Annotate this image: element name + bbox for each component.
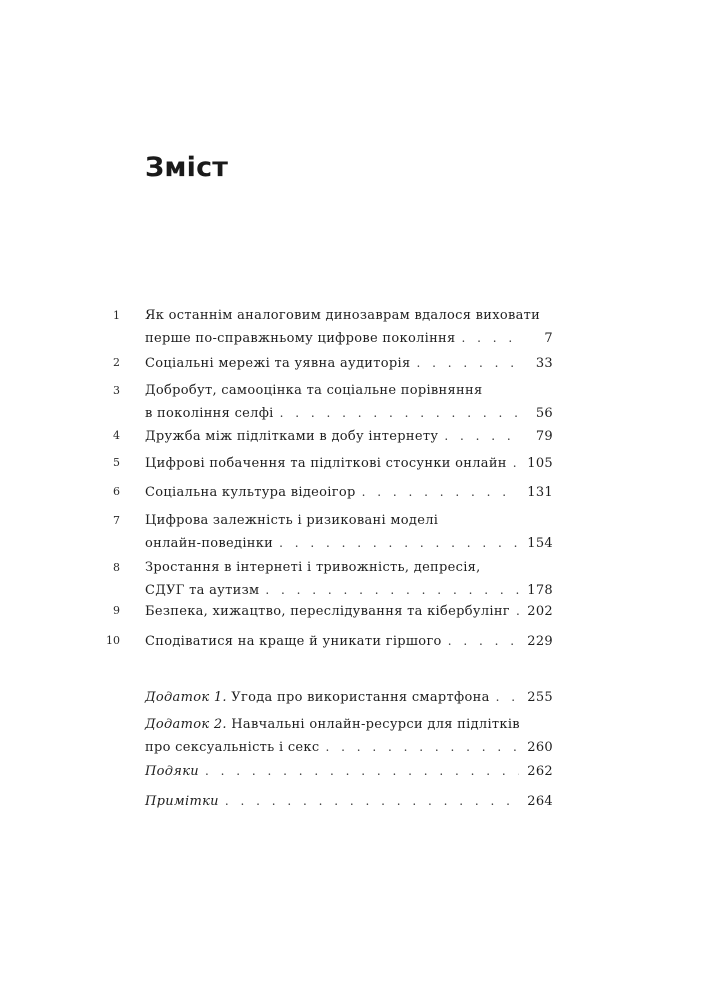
chapter-title [145,425,553,447]
chapter-title [145,452,553,474]
chapter-title [145,305,553,349]
chapter-title [145,557,553,601]
toc-line [145,327,553,349]
title-text [145,791,219,813]
toc-line [145,790,553,812]
title-text: онлайн-поведінки [145,536,274,551]
chapter-number: 10 [106,634,120,647]
title-text: про сексуальність і секс [145,740,320,755]
chapter-number: 1 [113,309,120,322]
title-text: Зростання в інтернеті і тривожність, депресія, [145,560,481,575]
page-number: 260 [527,740,553,755]
back-matter-label: Подяки [145,764,199,779]
toc-line [145,452,553,474]
page-title: Зміст [145,152,229,183]
page-number: 33 [535,356,553,371]
page-number: 202 [527,604,553,619]
page-number: 178 [527,583,553,598]
toc-line [145,402,553,424]
toc-line [145,630,553,652]
page-number: 264 [527,794,553,809]
dot-leader [516,600,519,622]
chapter-number: 9 [113,604,120,617]
toc-line [145,380,553,402]
title-text: СДУГ та аутизм [145,583,260,598]
chapter-number: 7 [113,514,120,527]
back-matter-label: Примітки [145,794,219,809]
dot-leader [280,402,519,424]
chapter-number: 6 [113,485,120,498]
title-text: Соціальна культура відеоігор [145,485,356,500]
back-matter-title [145,760,553,782]
toc-line [145,532,553,554]
chapter-title [145,510,553,554]
page-number: 7 [544,331,553,346]
title-text: Безпека, хижацтво, переслідування та кібербулінг [145,604,510,619]
toc-line [145,557,553,579]
toc-line [145,686,553,708]
chapter-number: 3 [113,384,120,397]
toc-line [145,481,553,503]
toc-line [145,760,553,782]
page-number: 56 [535,406,553,421]
chapter-title [145,600,553,622]
dot-leader [416,352,519,374]
page-number: 229 [527,634,553,649]
chapter-title [145,630,553,652]
toc-line [145,714,553,736]
toc-line [145,579,553,601]
dot-leader [279,532,519,554]
chapter-number: 5 [113,456,120,469]
title-text: Соціальні мережі та уявна аудиторія [145,356,411,371]
dot-leader [265,579,519,601]
toc-line [145,600,553,622]
page-number: 105 [527,456,553,471]
back-matter-title [145,686,553,708]
toc-line [145,510,553,532]
chapter-number: 4 [113,429,120,442]
toc-line [145,425,553,447]
title-text: Додаток 2. Навчальні онлайн-ресурси для підлітків [145,717,520,732]
page-number: 79 [535,429,553,444]
chapter-number: 2 [113,356,120,369]
title-text: Дружба між підлітками в добу інтернету [145,429,439,444]
toc-line [145,736,553,758]
dot-leader [462,327,519,349]
dot-leader [325,736,519,758]
title-text: Сподіватися на краще й уникати гіршого [145,634,442,649]
title-text: Як останнім аналоговим динозаврам вдалося виховати [145,308,541,323]
page-number: 131 [527,485,553,500]
title-text: перше по-справжньому цифрове покоління [145,331,456,346]
chapter-title [145,380,553,424]
toc-line [145,352,553,374]
back-matter-label: Додаток 1. [145,690,227,705]
back-matter-title [145,714,553,758]
title-text: Додаток 1. Угода про використання смартфона [145,690,490,705]
title-text: Цифрові побачення та підліткові стосунки онлайн [145,456,507,471]
title-text: в покоління селфі [145,406,274,421]
title-text: Добробут, самооцінка та соціальне порівняння [145,383,483,398]
page-number: 262 [527,764,553,779]
title-text: Цифрова залежність і ризиковані моделі [145,513,439,528]
chapter-number: 8 [113,561,120,574]
toc-line [145,305,553,327]
page-number: 255 [527,690,553,705]
chapter-title [145,352,553,374]
chapter-title [145,481,553,503]
back-matter-title [145,790,553,812]
dot-leader [513,452,519,474]
dot-leader [444,425,519,447]
back-matter-label: Додаток 2. [145,717,227,732]
dot-leader [448,630,519,652]
dot-leader [225,790,519,812]
dot-leader [496,686,519,708]
page-number: 154 [527,536,553,551]
dot-leader [205,760,519,782]
title-text [145,761,199,783]
dot-leader [362,481,519,503]
